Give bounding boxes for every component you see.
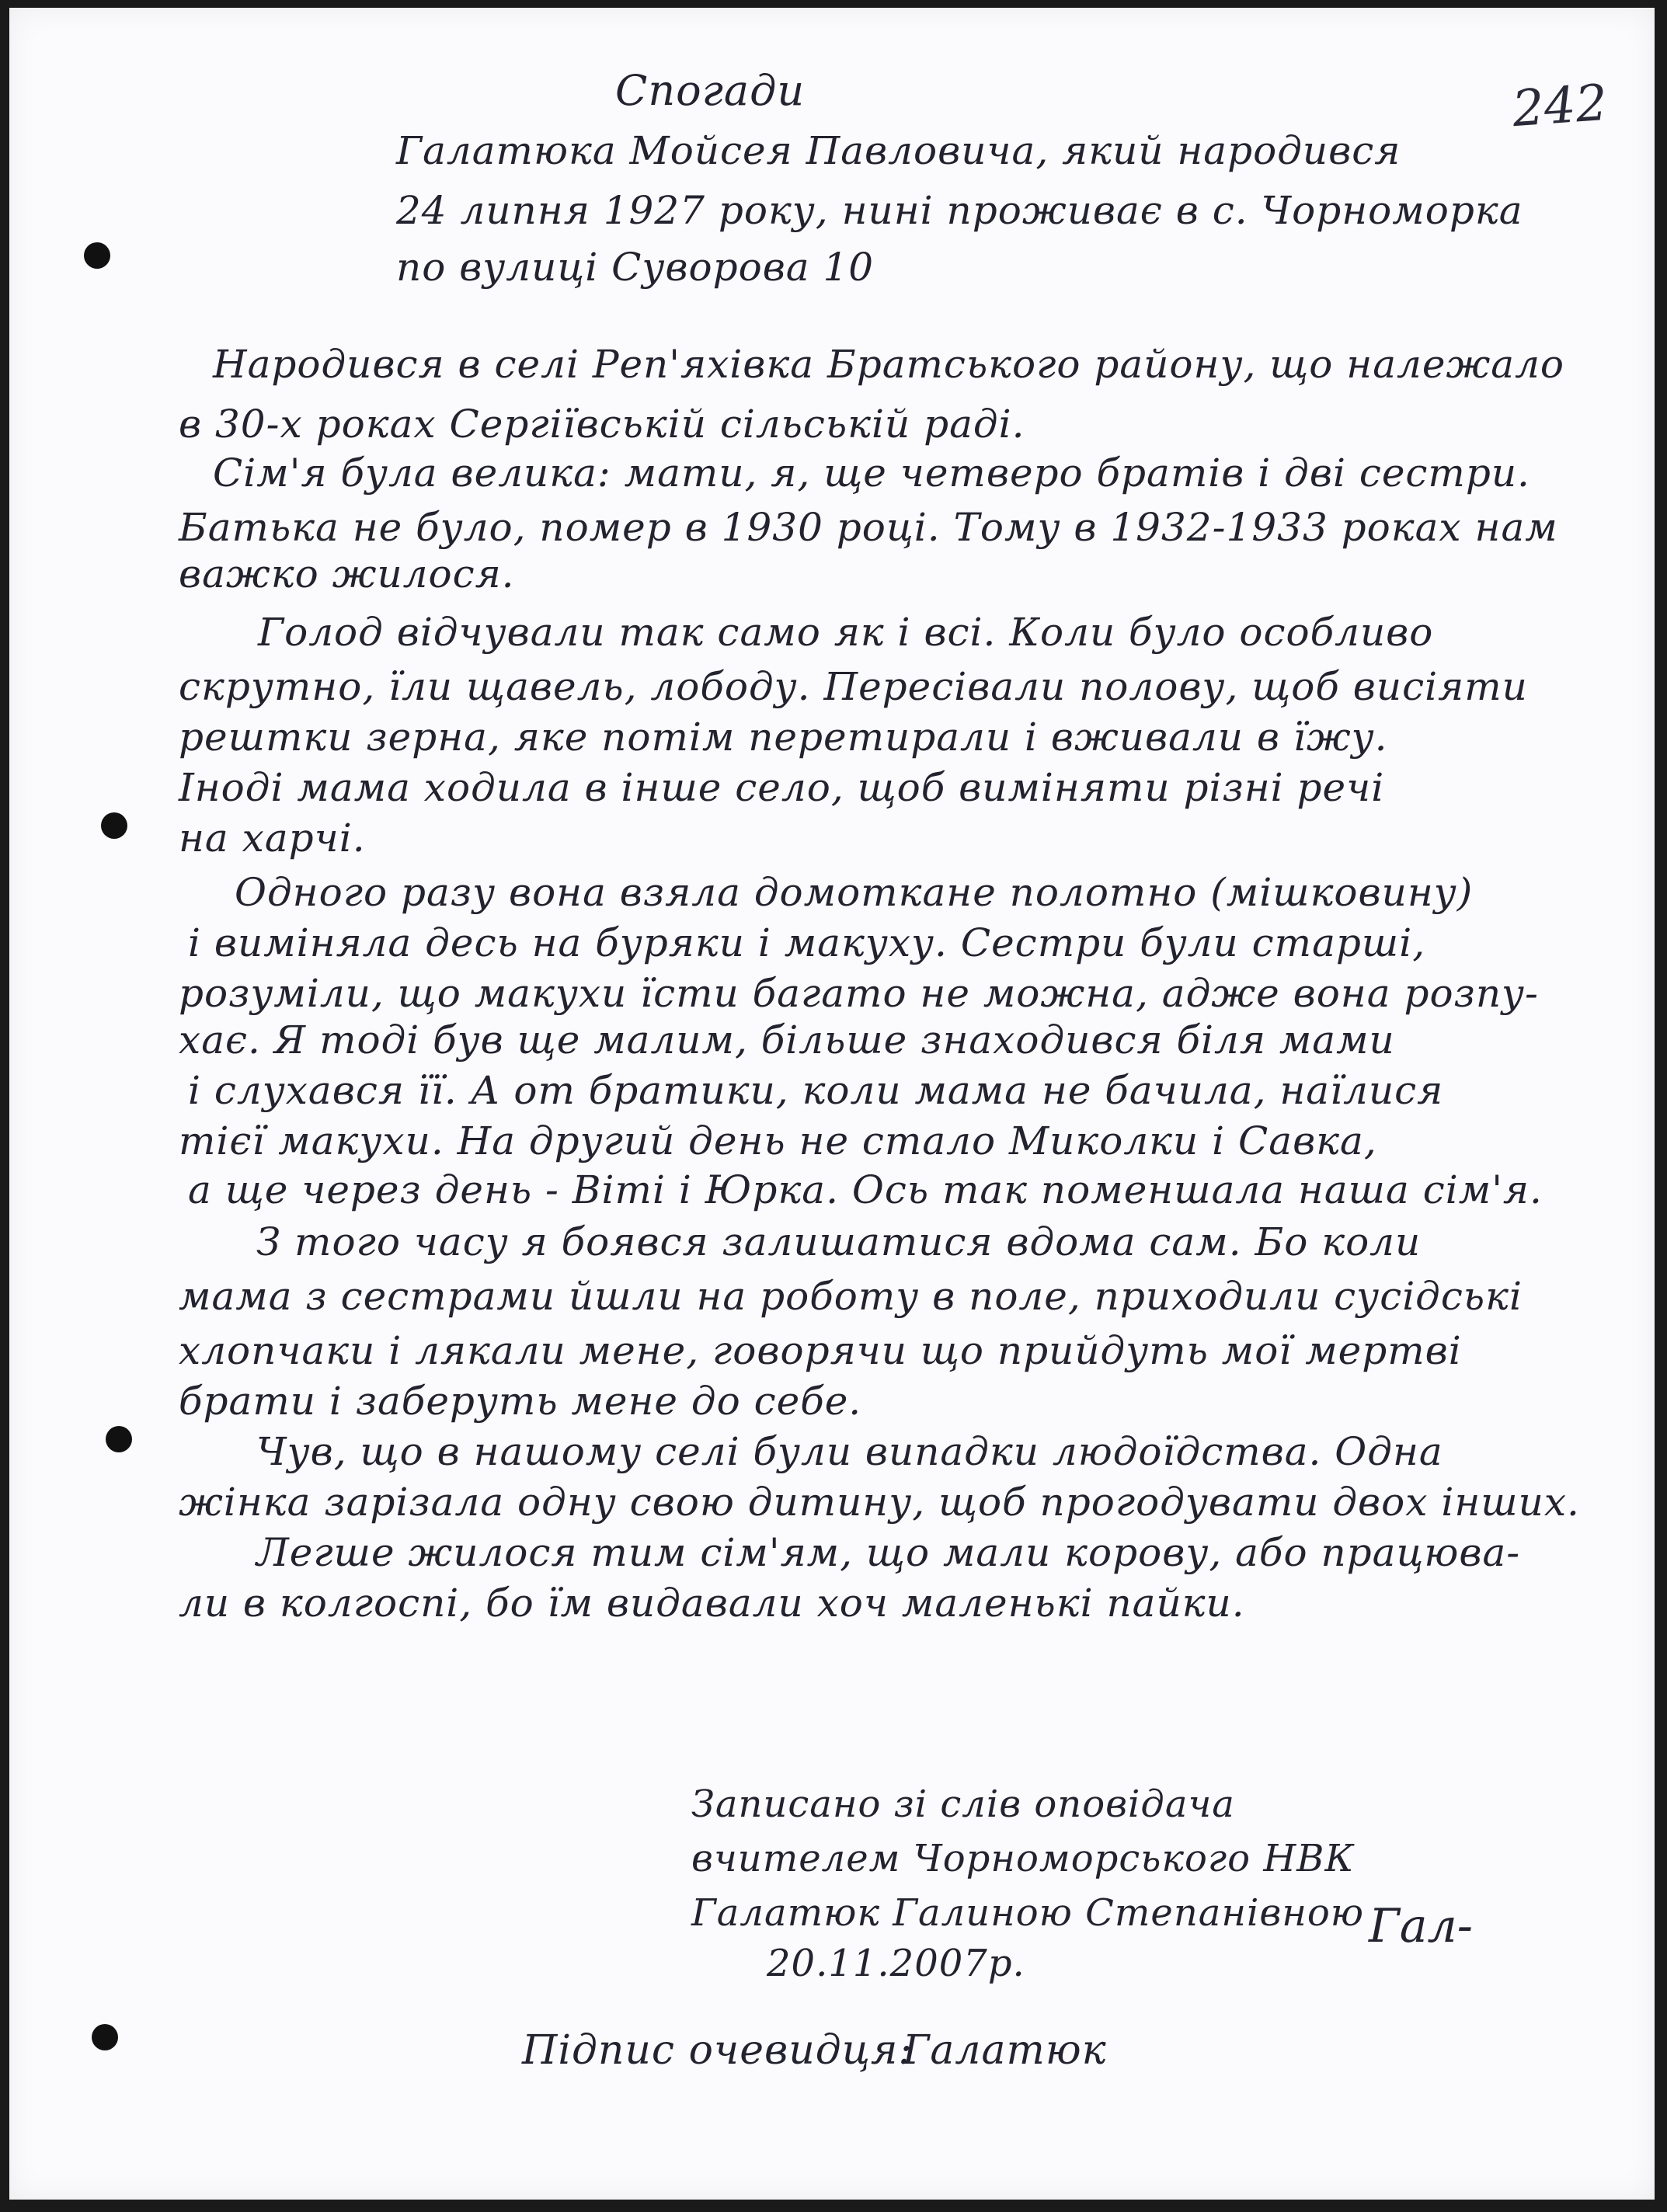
header-line: 24 липня 1927 року, нині проживає в с. Чорноморка [396,188,1523,233]
body-line: брати і заберуть мене до себе. [179,1379,862,1424]
body-line: і виміняла десь на буряки і макуху. Сестри були старші, [188,920,1426,965]
body-line: на харчі. [179,816,366,861]
punch-hole-bottom [92,2024,118,2050]
body-line: розуміли, що макухи їсти багато не можна, адже вона розпу- [179,971,1539,1016]
body-line: а ще через день - Віті і Юрка. Ось так поменшала наша сім'я. [188,1167,1543,1212]
body-line: Сім'я була велика: мати, я, ще четверо братів і дві сестри. [213,450,1530,496]
punch-hole-upper-middle [101,812,127,839]
header-line: по вулиці Суворова 10 [396,245,875,290]
body-line: скрутно, їли щавель, лободу. Пересівали полову, щоб висіяти [179,664,1528,709]
recorded-line: вчителем Чорноморського НВК [691,1837,1355,1880]
recorded-line: Записано зі слів оповідача [691,1782,1235,1826]
body-line: важко жилося. [179,551,515,596]
header-line: Галатюка Мойсея Павловича, який народився [396,128,1401,173]
recorded-line: Галатюк Галиною Степанівною [691,1891,1365,1935]
punch-hole-lower-middle [106,1426,132,1452]
punch-hole-top [84,242,110,269]
body-line: З того часу я боявся залишатися вдома сам. Бо коли [256,1219,1422,1264]
body-line: Іноді мама ходила в інше село, щоб виміняти різні речі [179,765,1385,810]
body-line: Голод відчували так само як і всі. Коли було особливо [258,610,1434,655]
body-line: тієї макухи. На другий день не стало Миколки і Савка, [179,1118,1377,1163]
archive-number: 242 [1510,74,1610,139]
recorded-date: 20.11.2007р. [767,1942,1025,1985]
body-line: Одного разу вона взяла домоткане полотно (мішковину) [235,870,1474,915]
paper-sheet [9,8,1655,2200]
witness-signature: Галатюк [903,2027,1107,2074]
body-line: Батька не було, помер в 1930 році. Тому в 1932-1933 роках нам [179,505,1558,550]
body-line: Легше жилося тим сім'ям, що мали корову, або працюва- [256,1530,1521,1575]
body-line: ли в колгоспі, бо їм видавали хоч маленькі пайки. [179,1581,1245,1626]
body-line: мама з сестрами йшли на роботу в поле, приходили сусідські [179,1274,1523,1319]
document-title: Спогади [615,66,806,115]
body-line: Народився в селі Реп'яхівка Братського району, що належало [213,342,1565,387]
body-line: в 30-х роках Сергіївській сільській раді. [179,402,1025,447]
body-line: Чув, що в нашому селі були випадки людоїдства. Одна [256,1429,1443,1474]
body-line: і слухався її. А от братики, коли мама не бачила, наїлися [188,1068,1444,1113]
body-line: жінка зарізала одну свою дитину, щоб прогодувати двох інших. [179,1480,1580,1525]
body-line: хає. Я тоді був ще малим, більше знаходився біля мами [179,1017,1395,1063]
body-line: рештки зерна, яке потім перетирали і вживали в їжу. [179,715,1388,760]
recorder-signature: Гал- [1369,1899,1473,1953]
body-line: хлопчаки і лякали мене, говорячи що прийдуть мої мертві [179,1328,1462,1373]
witness-label: Підпис очевидця: [522,2027,913,2074]
